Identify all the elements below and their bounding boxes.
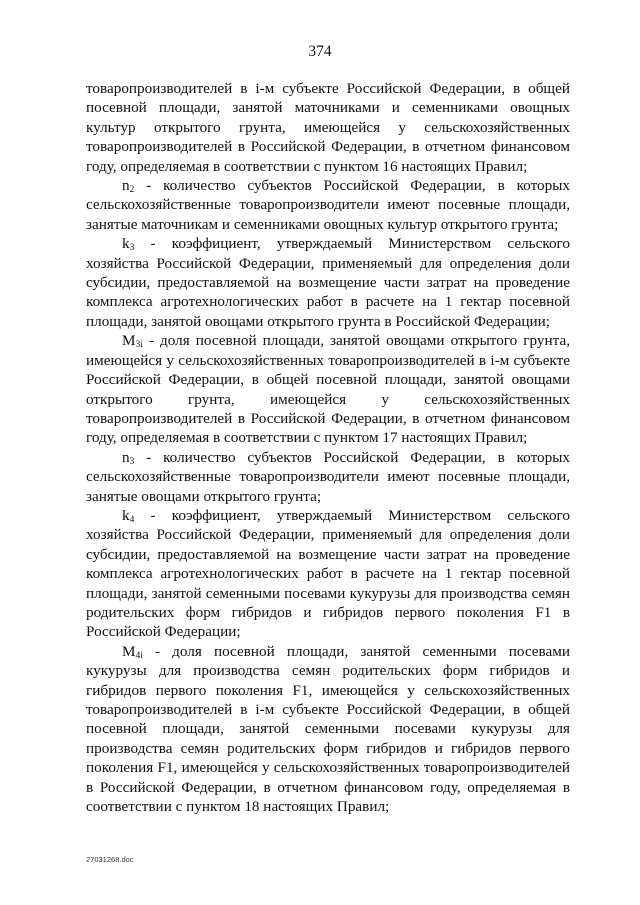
definition-text: - количество субъектов Российской Федерации, в которых сельскохозяйственные товаропроизводители имеют посевные площади, занятые овощами открытого грунта; — [86, 448, 570, 505]
variable-symbol: $n_2$ — [122, 177, 135, 196]
document-body — [86, 79, 570, 816]
definition-k3 — [86, 234, 570, 331]
footer-doc-id: 27031268.doc — [86, 855, 134, 864]
paragraph-continuation — [86, 79, 570, 176]
definition-n2 — [86, 176, 570, 234]
definition-m4i — [86, 642, 570, 817]
definition-text: - коэффициент, утверждаемый Министерством сельского хозяйства Российской Федерации, применяемый для определения доли субсидии, предоставляемой на возмещение части затрат на проведение комплекса агротехнологических работ в расчете на 1 гектар посевной площади, занятой овощами открытого грунта в Российской Федерации; — [86, 235, 570, 330]
definition-k4 — [86, 506, 570, 642]
variable-symbol: $M_{3i}$ — [122, 332, 143, 351]
variable-symbol: $M_{4i}$ — [122, 642, 143, 661]
variable-symbol: $k_3$ — [122, 235, 135, 254]
definition-m3i — [86, 331, 570, 447]
definition-text: - количество субъектов Российской Федерации, в которых сельскохозяйственные товаропроизводители имеют посевные площади, занятые маточникам и семенниками овощных культур открытого грунта; — [86, 177, 570, 233]
paragraph-text: товаропроизводителей в i-м субъекте Российской Федерации, в общей посевной площади, занятой маточниками и семенниками овощных культур открытого грунта, имеющейся у сельскохозяйственных товаропроизводителей в Российской Федерации, в отчетном финансовом году, определяемая в соответствии с пунктом 16 настоящих Правил; — [86, 80, 570, 175]
definition-text: - доля посевной площади, занятой семенными посевами кукурузы для производства семян родительских форм гибридов и гибридов первого поколения F1, имеющейся у сельскохозяйственных товаропроизводителей в i-м субъекте Российской Федерации, в общей посевной площади, занятой семенными посевами кукурузы для производства семян родительских форм гибридов и гибридов первого поколения F1, имеющейся у сельскохозяйственных товаропроизводителей в Российской Федерации, в отчетном финансовом году, определяемая в соответствии с пунктом 18 настоящих Правил; — [86, 642, 570, 816]
variable-symbol: $n_3$ — [122, 448, 135, 467]
definition-text: - доля посевной площади, занятой овощами открытого грунта, имеющейся у сельскохозяйственных товаропроизводителей в i-м субъекте Российской Федерации, в общей посевной площади, занятой овощами открытого грунта, имеющейся у сельскохозяйственных товаропроизводителей в Российской Федерации, в отчетном финансовом году, определяемая в соответствии с пунктом 17 настоящих Правил; — [86, 332, 570, 447]
variable-symbol: $k_4$ — [122, 506, 135, 525]
definition-n3 — [86, 448, 570, 506]
definition-text: - коэффициент, утверждаемый Министерством сельского хозяйства Российской Федерации, применяемый для определения доли субсидии, предоставляемой на возмещение части затрат на проведение комплекса агротехнологических работ в расчете на 1 гектар посевной площади, занятой семенными посевами кукурузы для производства семян родительских форм гибридов и гибридов первого поколения F1 в Российской Федерации; — [86, 506, 570, 641]
page-number: 374 — [308, 43, 332, 60]
